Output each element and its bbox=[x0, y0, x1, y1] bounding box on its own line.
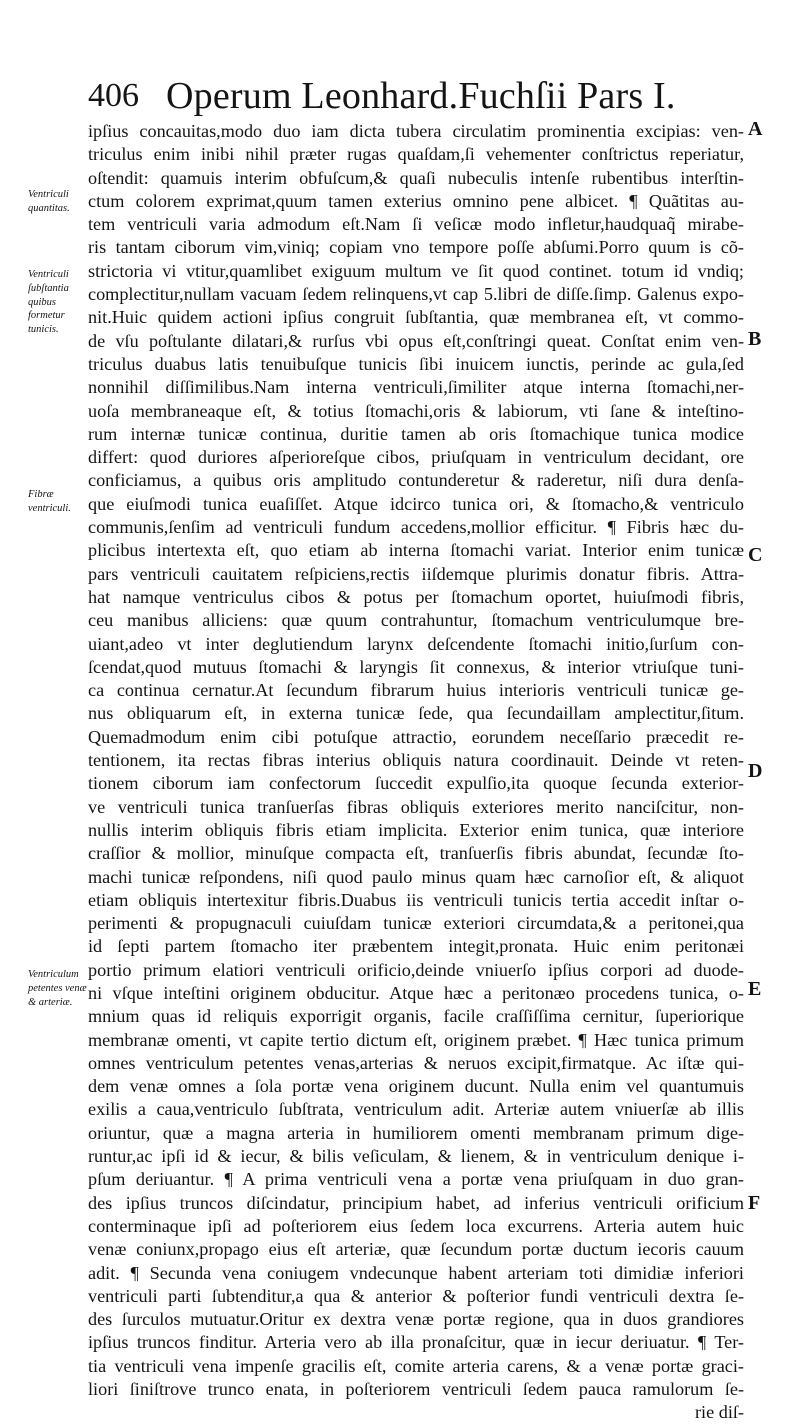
text-line: ipſius concauitas,modo duo iam dicta tubera circulatim prominentia excipias: ven- bbox=[88, 121, 744, 141]
text-line: perimenti & propugnaculi cuiuſdam tunicæ exteriori circumdata,& a peritonei,qua bbox=[88, 913, 744, 934]
margin-note-ventriculi-quantitas: Ventriculi quantitas. bbox=[28, 189, 70, 214]
text-line: Quemadmodum enim cibi potuſque attractio, eorundem neceſſario præcedit re- bbox=[88, 726, 744, 747]
text-line: des ipſius truncos diſcindatur, principium habet, ad inferius ventriculi orificium bbox=[88, 1192, 744, 1213]
text-line: id ſepti partem ſtomacho iter præbentem integit,pronata. Huic enim peritonæi bbox=[88, 936, 744, 957]
text-line: nus obliquarum eſt, in externa tunicæ ſede, qua ſecundaillam amplectitur,ſitum. bbox=[88, 703, 744, 724]
section-letter-c: C bbox=[748, 544, 763, 566]
running-title: Operum Leonhard.Fuchſii Pars I. bbox=[166, 75, 676, 117]
text-line: plicibus intertexta eſt, quo etiam ab interna ſtomachi variat. Interior enim tunicæ bbox=[88, 540, 744, 561]
text-line: ris tantam ciborum vim,viniq; copiam vno tempore poſſe abſumi.Porro quum is cõ- bbox=[88, 237, 744, 258]
text-line: uiant,adeo vt inter deglutiendum larynx deſcendente ſtomachi initio,ſurſum con- bbox=[88, 633, 744, 654]
section-letter-b: B bbox=[748, 328, 762, 350]
text-line: rie diſ- bbox=[695, 1402, 744, 1423]
text-line: tia ventriculi vena impenſe gracilis eſt, comite arteria carens, & a venæ portæ graci- bbox=[88, 1355, 744, 1376]
text-line: nonnihil diſſimilibus.Nam interna ventriculi,ſimiliter atque interna ſtomachi,ner- bbox=[88, 377, 744, 398]
text-line: tionem ciborum iam confectorum ſuccedit expulſio,ita quoque ſecunda exterior- bbox=[88, 773, 744, 794]
text-line: hat namque ventriculus cibos & potus per ſtomachum oportet, huiuſmodi fibris, bbox=[88, 586, 744, 607]
text-line: pars ventriculi cauitatem reſpiciens,rectis iiſdemque plurimis donatur fibris. Attra- bbox=[88, 563, 744, 584]
text-line: nit.Huic quidem actioni ipſius congruit ſubſtantia, quæ membranea eſt, vt commo- bbox=[88, 307, 744, 328]
text-line: pſum deriuantur. ¶ A prima ventriculi vena a portæ vena priuſquam in duo gran- bbox=[88, 1169, 744, 1190]
text-line: conficiamus, a quibus oris amplitudo contunderetur & raderetur, niſi dura denſa- bbox=[88, 470, 744, 491]
text-line: portio primum elatiori ventriculi orificio,deinde vniuerſo ipſius corpori ad duode- bbox=[88, 959, 744, 980]
running-header bbox=[88, 70, 708, 122]
text-line: tem ventriculi varia admodum eſt.Nam ſi veſicæ modo infletur,haudquaq̃ mirabe- bbox=[88, 214, 744, 235]
text-line: conterminaque ipſi ad poſteriorem eius ſedem loca excurrens. Arteria autem huic bbox=[88, 1215, 744, 1236]
text-line: mnium quas id reliquis exporrigit organis, facile craſſiſſima cernitur, ſuperiorique bbox=[88, 1006, 744, 1027]
text-line: adit. ¶ Secunda vena coniugem vndecunque habent arteriam toti dimidiæ inferiori bbox=[88, 1262, 744, 1283]
margin-note-fibrae-ventriculi: Fibræ ventriculi. bbox=[28, 489, 71, 514]
text-line: complectitur,nullam vacuam ſedem relinquens,vt cap 5.libri de diſſe.ſimp. Galenus expo- bbox=[88, 284, 744, 305]
text-line: ceu manibus alliciens: quæ quum contrahuntur, ſtomachum ventriculumque bre- bbox=[88, 610, 744, 631]
text-line: etiam obliquis intertexitur fibris.Duabus iis ventriculi tunicis tertia accedit inſtar o- bbox=[88, 889, 744, 910]
text-line: des ſurculos mutuatur.Oritur ex dextra venæ portæ regione, qua in duos grandiores bbox=[88, 1309, 744, 1330]
section-letter-f: F bbox=[748, 1192, 761, 1214]
text-line: ventriculi parti ſubtenditur,a qua & anterior & poſterior fundi ventriculi dextra ſe- bbox=[88, 1285, 744, 1306]
text-line: uoſa membraneaque eſt, & totius ſtomachi,oris & labiorum, vti ſane & inteſtino- bbox=[88, 400, 744, 421]
text-line: machi tunicæ reſpondens, niſi quod paulo minus quam hæc carnoſior eſt, & aliquot bbox=[88, 866, 744, 887]
text-line: differt: quod duriores aſperioreſque cibos, priuſquam in ventriculum decidant, ore bbox=[88, 447, 744, 468]
text-line: ca continua cernatur.At ſecundum fibrarum huius interioris ventriculi tunicæ ge- bbox=[88, 680, 744, 701]
text-line: strictoria vi vtitur,quamlibet exiguum multum ve ſit quod continet. totum id vndiq; bbox=[88, 260, 744, 281]
text-line: triculus duabus latis tenuibuſque tunicis ſibi inuicem iunctis, perinde ac gula,ſed bbox=[88, 353, 744, 374]
text-line: venæ coniunx,propago eius eſt arteriæ, quæ ſecundum portæ ductum iecoris cauum bbox=[88, 1239, 744, 1260]
margin-note-ventriculum-petentes: Ventriculum petentes venæ & arteriæ. bbox=[28, 969, 87, 1008]
text-line: ni vſque inteſtini originem obducitur. Atque hæc a peritonæo procedens tunica, o- bbox=[88, 982, 744, 1003]
text-line: dem venæ omnes a ſola portæ vena originem ducunt. Nulla enim vel quantumuis bbox=[88, 1076, 744, 1097]
text-line: oriuntur, quæ a magna arteria in humiliorem omenti membranam primum dige- bbox=[88, 1122, 744, 1143]
text-line: ipſius truncos finditur. Arteria vero ab illa pronaſcitur, quæ in iecur deriuatur. ¶ Ter- bbox=[88, 1332, 744, 1353]
text-line: rum internæ tunicæ continua, duritie tamen ab oris ſtomachique tunica modice bbox=[88, 423, 744, 444]
text-line: tentionem, ita rectas fibras interius obliquis natura coordinauit. Deinde vt reten- bbox=[88, 750, 744, 771]
text-line: liori ſiniſtrove trunco enata, in poſteriorem ventriculi ſedem pauca ramulorum ſe- bbox=[88, 1379, 744, 1400]
text-line: que eiuſmodi tunica euaſiſſet. Atque idcirco tunica ori, & ſtomacho,& ventriculo bbox=[88, 493, 744, 514]
text-line: omnes ventriculum petentes venas,arterias & neruos excipit,firmatque. Ac iſtæ qui- bbox=[88, 1052, 744, 1073]
text-line: craſſior & mollior, minuſque compacta eſt, tranſuerſis fibris abundat, ſecundæ ſto- bbox=[88, 843, 744, 864]
text-line: exilis a caua,ventriculo ſubſtrata, ventriculum adit. Arteriæ autem vniuerſæ ab illis bbox=[88, 1099, 744, 1120]
section-letter-a: A bbox=[748, 118, 763, 140]
page-number: 406 bbox=[88, 77, 139, 114]
text-line: ctum colorem exprimat,quum tamen exterius omnino pene albicet. ¶ Quãtitas au- bbox=[88, 190, 744, 211]
text-line: communis,ſenſim ad ventriculi fundum accedens,mollior efficitur. ¶ Fibris hæc du- bbox=[88, 517, 744, 538]
text-line: ve ventriculi tunica tranſuerſas fibras obliquis exteriores merito nanciſcitur, non- bbox=[88, 796, 744, 817]
section-letter-e: E bbox=[748, 978, 762, 1000]
section-letter-d: D bbox=[748, 760, 763, 782]
text-line: runtur,ac ipſi id & iecur, & bilis veſiculam, & lienem, & in ventriculum denique i- bbox=[88, 1146, 744, 1167]
body-text bbox=[88, 120, 744, 1425]
text-line: de vſu poſtulante dilatari,& rurſus vbi opus eſt,conſtringi queat. Conſtat enim ven- bbox=[88, 330, 744, 351]
text-line: oſtendit: quamuis interim obfuſcum,& quaſi nubeculis intenſe rubentibus interſtin- bbox=[88, 167, 744, 188]
text-line: membranæ omenti, vt capite tertio dictum eſt, originem præbet. ¶ Hæc tunica primum bbox=[88, 1029, 744, 1050]
text-line: nullis interim obliquis fibris etiam implicita. Exterior enim tunica, quæ interiore bbox=[88, 819, 744, 840]
text-line: ſcendat,quod mutuus ſtomachi & laryngis ſit connexus, & interior vtriuſque tuni- bbox=[88, 656, 744, 677]
text-line: triculus enim inibi nihil præter rugas quaſdam,ſi vehementer conſtrictus reperiatur, bbox=[88, 144, 744, 165]
margin-note-ventriculi-substantia: Ventriculi ſubſtantia quibus formetur tunicis. bbox=[28, 269, 69, 336]
